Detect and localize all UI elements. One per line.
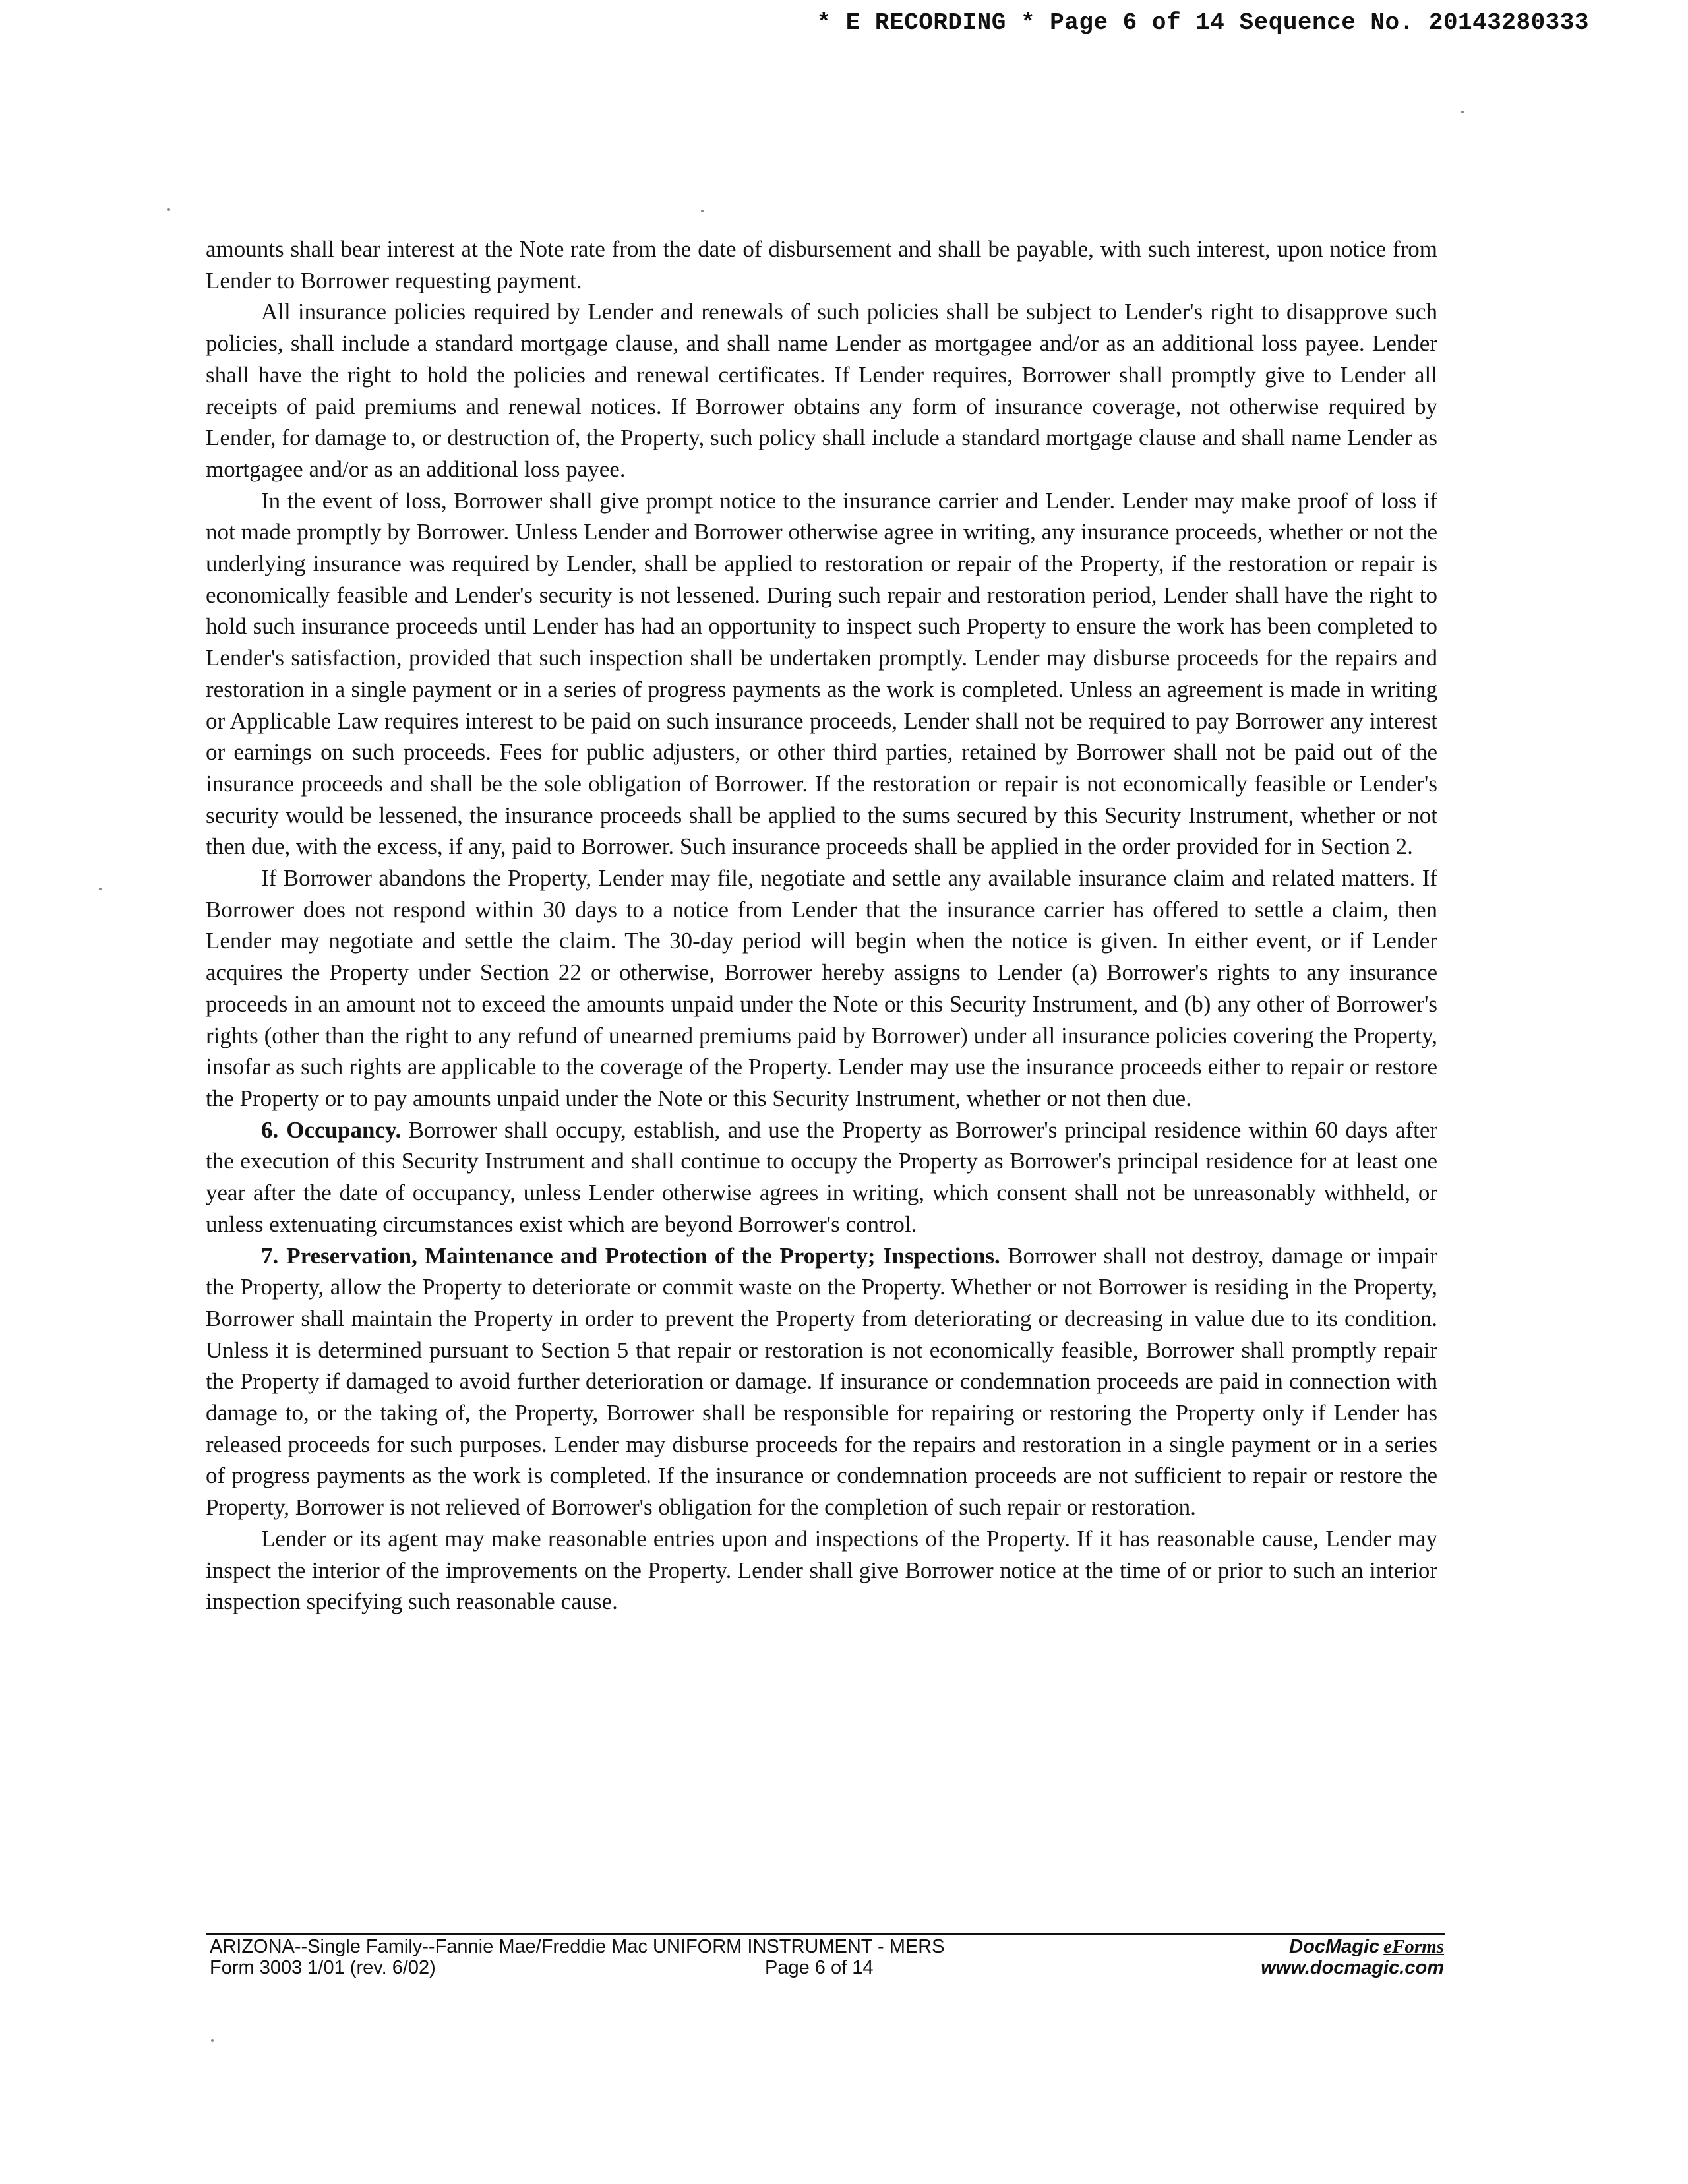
section-7-preservation: [206, 1240, 1437, 1523]
paragraph-inspections: Lender or its agent may make reasonable entries upon and inspections of the Property. If it has reasonable cause, Lender may inspect the interior of the improvements on the Property. Lender shall give Borrower notice at the time of or prior to such an interior inspection specifying such reasonable cause.: [206, 1525, 1437, 1615]
section-6-text: Borrower shall occupy, establish, and use the Property as Borrower's principal residence within 60 days after the execution of this Security Instrument and shall continue to occupy the Property as Borrower's principal residence for at least one year after the date of occupancy, unless Lender otherwise agrees in writing, which consent shall not be unreasonably withheld, or unless extenuating circumstances exist which are beyond Borrower's control.: [206, 1116, 1438, 1237]
footer-form-number: Form 3003 1/01 (rev. 6/02): [210, 1957, 436, 1978]
footer-instrument-title: ARIZONA--Single Family--Fannie Mae/Freddie Mac UNIFORM INSTRUMENT - MERS: [210, 1936, 945, 1957]
scan-speck: [99, 888, 102, 890]
section-7-title: Preservation, Maintenance and Protection of the Property; Inspections.: [286, 1242, 1000, 1269]
section-7-number: 7.: [261, 1242, 279, 1269]
section-6-title: Occupancy.: [286, 1116, 402, 1143]
brand-eforms: eForms: [1383, 1936, 1444, 1957]
recording-header: * E RECORDING * Page 6 of 14 Sequence No. 20143280333: [816, 9, 1589, 36]
scan-speck: [167, 208, 170, 211]
footer-page-number: Page 6 of 14: [765, 1957, 874, 1978]
brand-logo: [1261, 1936, 1444, 1957]
footer-divider: [206, 1933, 1445, 1935]
document-body: [206, 233, 1437, 1618]
brand-name: DocMagic: [1289, 1936, 1380, 1957]
scan-speck: [701, 210, 704, 212]
section-6-number: 6.: [261, 1116, 279, 1143]
paragraph-interest: amounts shall bear interest at the Note rate from the date of disbursement and shall be payable, with such interest, upon notice from Lender to Borrower requesting payment.: [206, 236, 1437, 293]
section-7-text: Borrower shall not destroy, damage or impair the Property, allow the Property to deteriorate or commit waste on the Property. Whether or not Borrower is residing in the Property, Borrower shall maintain the Property in order to prevent the Property from deteriorating or decreasing in value due to its condition. Unless it is determined pursuant to Section 5 that repair or restoration is not economically feasible, Borrower shall promptly repair the Property if damaged to avoid further deterioration or damage. If insurance or condemnation proceeds are paid in connection with damage to, or the taking of, the Property, Borrower shall be responsible for repairing or restoring the Property only if Lender has released proceeds for such purposes. Lender may disburse proceeds for the repairs and restoration in a single payment or in a series of progress payments as the work is completed. If the insurance or condemnation proceeds are not sufficient to repair or restore the Property, Borrower is not relieved of Borrower's obligation for the completion of such repair or restoration.: [206, 1242, 1437, 1521]
footer-brand: [1261, 1936, 1444, 1978]
brand-url: www.docmagic.com: [1261, 1957, 1444, 1978]
paragraph-event-of-loss: In the event of loss, Borrower shall give prompt notice to the insurance carrier and Lender. Lender may make proof of loss if not made promptly by Borrower. Unless Lender and Borrower otherwise agree in writing, any insurance proceeds, whether or not the underlying insurance was required by Lender, shall be applied to restoration or repair of the Property, if the restoration or repair is economically feasible and Lender's security is not lessened. During such repair and restoration period, Lender shall have the right to hold such insurance proceeds until Lender has had an opportunity to inspect such Property to ensure the work has been completed to Lender's satisfaction, provided that such inspection shall be undertaken promptly. Lender may disburse proceeds for the repairs and restoration in a single payment or in a series of progress payments as the work is completed. Unless an agreement is made in writing or Applicable Law requires interest to be paid on such insurance proceeds, Lender shall not be required to pay Borrower any interest or earnings on such proceeds. Fees for public adjusters, or other third parties, retained by Borrower shall not be paid out of the insurance proceeds and shall be the sole obligation of Borrower. If the restoration or repair is not economically feasible or Lender's security would be lessened, the insurance proceeds shall be applied to the sums secured by this Security Instrument, whether or not then due, with the excess, if any, paid to Borrower. Such insurance proceeds shall be applied in the order provided for in Section 2.: [206, 487, 1437, 860]
scan-speck: [211, 2039, 214, 2042]
scan-speck: [1461, 111, 1464, 113]
paragraph-insurance-policies: All insurance policies required by Lender and renewals of such policies shall be subject to Lender's right to disapprove such policies, shall include a standard mortgage clause, and shall name Lender as mortgagee and/or as an additional loss payee. Lender shall have the right to hold the policies and renewal certificates. If Lender requires, Borrower shall promptly give to Lender all receipts of paid premiums and renewal notices. If Borrower obtains any form of insurance coverage, not otherwise required by Lender, for damage to, or destruction of, the Property, such policy shall include a standard mortgage clause and shall name Lender as mortgagee and/or as an additional loss payee.: [206, 299, 1437, 482]
section-6-occupancy: [206, 1114, 1437, 1240]
paragraph-abandonment: If Borrower abandons the Property, Lender may file, negotiate and settle any available insurance claim and related matters. If Borrower does not respond within 30 days to a notice from Lender that the insurance carrier has offered to settle a claim, then Lender may negotiate and settle the claim. The 30-day period will begin when the notice is given. In either event, or if Lender acquires the Property under Section 22 or otherwise, Borrower hereby assigns to Lender (a) Borrower's rights to any insurance proceeds in an amount not to exceed the amounts unpaid under the Note or this Security Instrument, and (b) any other of Borrower's rights (other than the right to any refund of unearned premiums paid by Borrower) under all insurance policies covering the Property, insofar as such rights are applicable to the coverage of the Property. Lender may use the insurance proceeds either to repair or restore the Property or to pay amounts unpaid under the Note or this Security Instrument, whether or not then due.: [206, 865, 1437, 1111]
